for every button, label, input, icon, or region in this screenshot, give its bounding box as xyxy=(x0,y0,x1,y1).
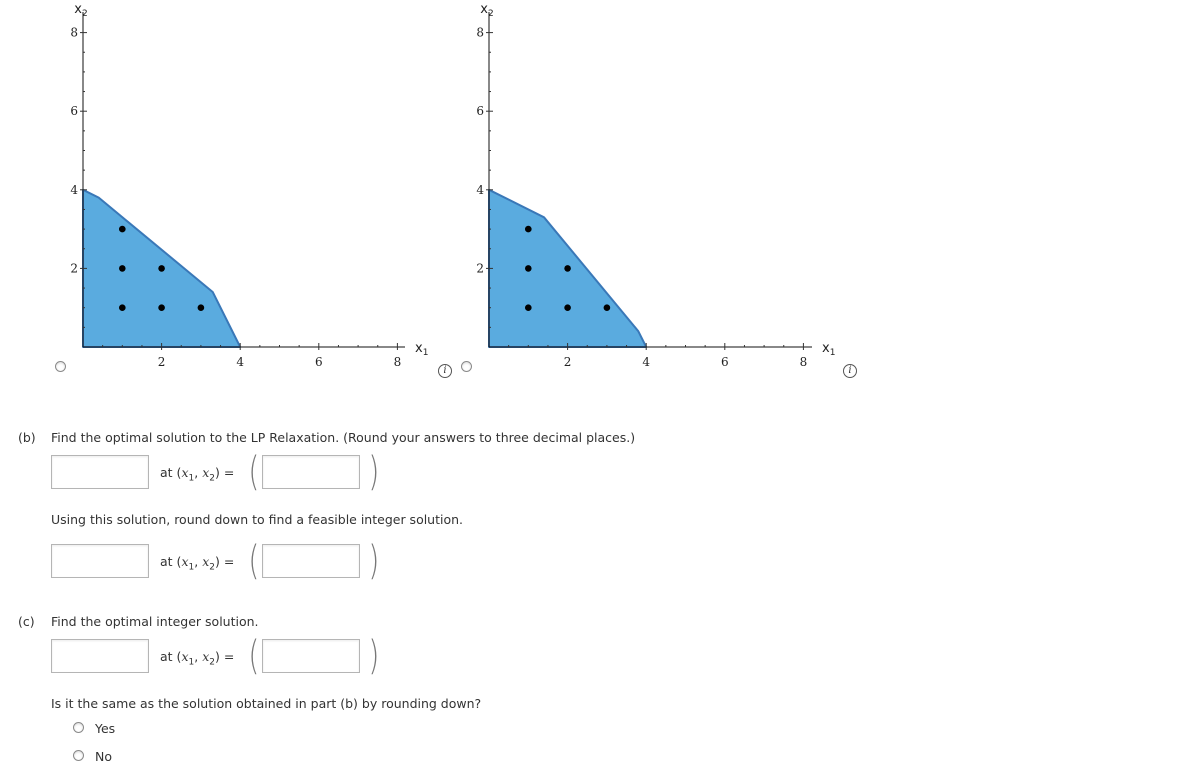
part-c-point-label: at ($x_1$, $x_2$) = xyxy=(160,649,235,668)
right-y-tick-label: 2 xyxy=(476,261,484,276)
left-x-tick-label: 6 xyxy=(314,355,323,369)
no-label: No xyxy=(95,749,112,764)
part-b-close-paren: ) xyxy=(368,449,380,495)
left-y-tick-label: 6 xyxy=(70,104,78,119)
part-c-prompt: Find the optimal integer solution. xyxy=(51,614,259,629)
right-x-tick-label: 6 xyxy=(720,355,729,369)
part-c-close-paren: ) xyxy=(368,633,380,679)
right-integer-point xyxy=(525,265,532,272)
left-x-tick-label: 4 xyxy=(236,355,245,369)
part-c-point-input[interactable] xyxy=(262,639,360,673)
right-x-tick-label: 2 xyxy=(563,355,572,369)
yes-label: Yes xyxy=(95,721,116,736)
right-integer-point xyxy=(525,226,532,233)
right-integer-point xyxy=(604,304,611,311)
left-y-tick-label: 2 xyxy=(70,261,78,276)
part-b-rounding-prompt: Using this solution, round down to find a feasible integer solution. xyxy=(51,512,464,527)
right-x-tick-label: 8 xyxy=(799,355,808,369)
yes-radio[interactable] xyxy=(73,722,84,733)
right-y-axis-label: $x_2$ xyxy=(480,2,494,19)
left-y-tick-label: 4 xyxy=(70,182,78,197)
no-radio[interactable] xyxy=(73,750,84,761)
part-b-point-label: at ($x_1$, $x_2$) = xyxy=(160,465,235,484)
right-integer-point xyxy=(564,265,571,272)
left-x-axis-label: $x_1$ xyxy=(415,341,429,358)
right-y-tick-label: 4 xyxy=(476,182,484,197)
part-b-point-input[interactable] xyxy=(262,455,360,489)
left-x-tick-label: 8 xyxy=(393,355,402,369)
part-c-same-question: Is it the same as the solution obtained in part (b) by rounding down? xyxy=(51,696,482,711)
left-x-tick-label: 2 xyxy=(157,355,166,369)
right-y-tick-label: 8 xyxy=(476,25,484,40)
left-y-tick-label: 8 xyxy=(70,25,78,40)
part-b-rounded-close-paren: ) xyxy=(368,538,380,584)
part-b-rounded-point-input[interactable] xyxy=(262,544,360,578)
right-integer-point xyxy=(525,304,532,311)
right-integer-point xyxy=(564,304,571,311)
right-x-tick-label: 4 xyxy=(642,355,651,369)
left-y-axis-label: $x_2$ xyxy=(74,2,88,19)
part-b-open-paren: ( xyxy=(248,449,260,495)
part-c-open-paren: ( xyxy=(248,633,260,679)
part-b-label: (b) xyxy=(18,430,36,445)
part-b-rounded-objective-input[interactable] xyxy=(51,544,149,578)
part-b-rounded-point-label: at ($x_1$, $x_2$) = xyxy=(160,554,235,573)
part-c-objective-input[interactable] xyxy=(51,639,149,673)
graph-left-info-icon[interactable]: i xyxy=(438,364,452,378)
part-b-prompt: Find the optimal solution to the LP Relaxation. (Round your answers to three decimal places.) xyxy=(51,430,636,445)
right-y-tick-label: 6 xyxy=(476,104,484,119)
right-x-axis-label: $x_1$ xyxy=(822,341,836,358)
part-c-label: (c) xyxy=(18,614,35,629)
graph-right-info-icon[interactable]: i xyxy=(843,364,857,378)
part-b-objective-input[interactable] xyxy=(51,455,149,489)
part-b-rounded-open-paren: ( xyxy=(248,538,260,584)
